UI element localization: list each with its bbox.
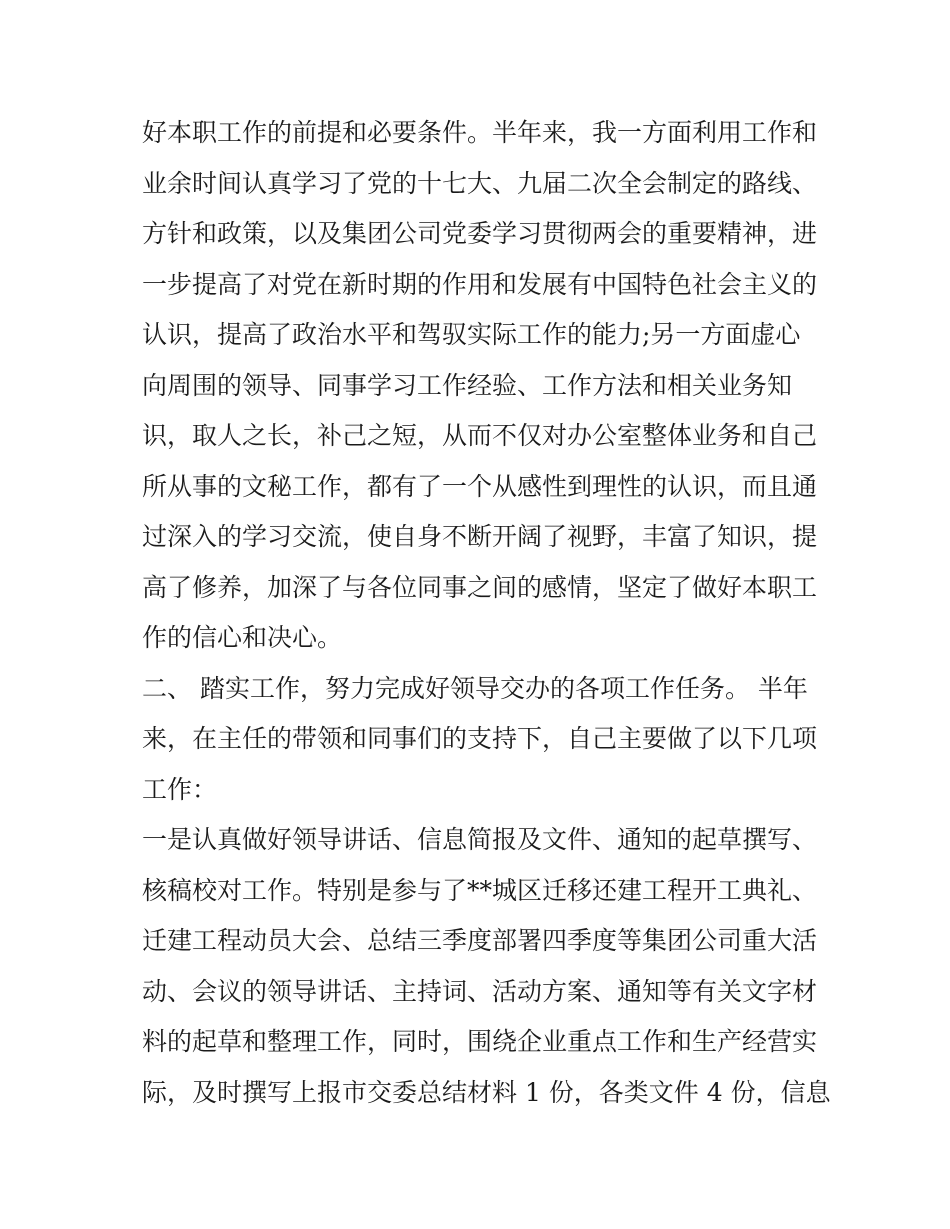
text-line: 高了修养，加深了与各位同事之间的感情，坚定了做好本职工 — [142, 572, 818, 602]
document-body — [142, 108, 831, 1118]
text-line: 一步提高了对党在新时期的作用和发展有中国特色社会主义的 — [142, 269, 818, 299]
text-line: 好本职工作的前提和必要条件。半年来，我一方面利用工作和 — [142, 118, 818, 147]
text-line: 一是认真做好领导讲话、信息简报及文件、通知的起草撰写、 — [142, 825, 818, 854]
text-line: 认识，提高了政治水平和驾驭实际工作的能力;另一方面虚心 — [142, 320, 801, 349]
text-line: 所从事的文秘工作，都有了一个从感性到理性的认识，而且通 — [142, 471, 818, 501]
text-line: 动、会议的领导讲话、主持词、活动方案、通知等有关文字材 — [142, 976, 818, 1006]
text-line: 作的信心和决心。 — [142, 623, 343, 652]
text-line: 际，及时撰写上报市交委总结材料 1 份，各类文件 4 份，信息 — [142, 1077, 831, 1107]
text-line: 料的起草和整理工作，同时，围绕企业重点工作和生产经营实 — [142, 1027, 818, 1056]
section-heading-line: 二、 踏实工作，努力完成好领导交办的各项工作任务。 半年 — [142, 673, 808, 703]
text-line: 迁建工程动员大会、总结三季度部署四季度等集团公司重大活 — [142, 926, 818, 955]
text-line: 过深入的学习交流，使自身不断开阔了视野，丰富了知识，提 — [142, 522, 818, 551]
text-line: 来，在主任的带领和同事们的支持下，自己主要做了以下几项 — [142, 724, 818, 753]
text-line: 方针和政策，以及集团公司党委学习贯彻两会的重要精神，进 — [142, 219, 818, 248]
text-line: 业余时间认真学习了党的十七大、九届二次全会制定的路线、 — [142, 168, 818, 198]
text-line: 工作： — [142, 774, 218, 804]
text-line: 识，取人之长，补己之短，从而不仅对办公室整体业务和自己 — [142, 421, 818, 450]
text-line: 核稿校对工作。特别是参与了**城区迁移还建工程开工典礼、 — [142, 875, 818, 905]
text-line: 向周围的领导、同事学习工作经验、工作方法和相关业务知 — [142, 370, 793, 400]
